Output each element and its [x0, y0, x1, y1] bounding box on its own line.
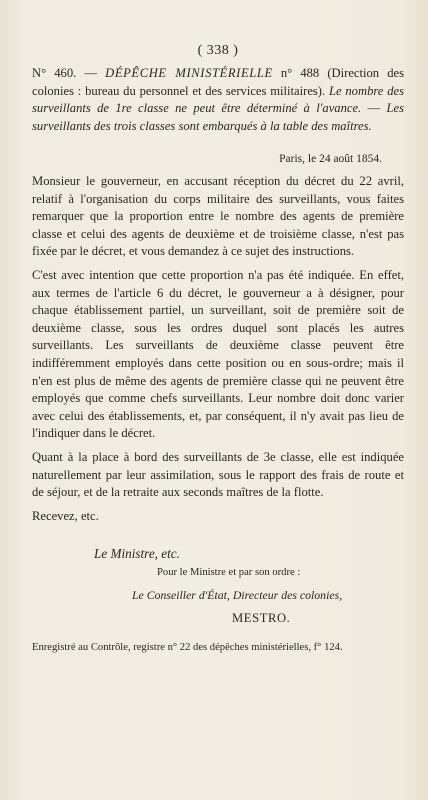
- dispatch-summary-a: Le nombre des surveillants de 1re classe ne peut être déterminé à l'avance.: [32, 83, 404, 115]
- signature-minister: Le Ministre, etc.: [94, 546, 180, 562]
- dispatch-title: DÉPÊCHE MINISTÉRIELLE: [105, 66, 273, 80]
- closing-formula: Recevez, etc.: [32, 508, 99, 523]
- signature-name: MESTRO.: [232, 611, 291, 626]
- signature-councillor: Le Conseiller d'État, Directeur des colonies,: [132, 588, 343, 603]
- dispatch-reference: n° 488 (Direction des colonies : bureau du personnel et des services militaires).: [32, 66, 404, 98]
- dispatch-heading: [32, 65, 404, 135]
- heading-dash-2: —: [361, 101, 387, 115]
- paragraph-2: C'est avec intention que cette proportion n'a pas été indiquée. En effet, aux termes de l'article 6 du décret, le gouverneur a à désigner, pour chaque établissement partiel, un surveillant, soit de première soit de deuxième classe, sous les ordres duquel sont placés les autres surveillants. Les surveillants de deuxième classe peuvent être indifféremment employés dans cette position ou en sous-ordre; mais il n'en est plus de même des agents de première classe qui ne peuvent être employés que comme chefs surveillants. Leur nombre doit donc varier avec celui des établissements, et, par conséquent, il n'y avait pas lieu de l'indiquer dans le décret.: [32, 267, 404, 441]
- heading-dash: —: [76, 66, 106, 80]
- paragraph-3: Quant à la place à bord des surveillants de 3e classe, elle est indiquée naturellement par leur assimilation, sous le rapport des frais de route et de séjour, et de la retraite aux seconds maîtres de la flotte.: [32, 449, 404, 500]
- registration-note: Enregistré au Contrôle, registre n° 22 des dépêches ministérielles, f° 124.: [32, 642, 343, 654]
- page-number: ( 338 ): [197, 43, 239, 58]
- dispatch-number: N° 460.: [32, 66, 77, 80]
- signature-block: [32, 545, 404, 627]
- dispatch-summary-b: Les surveillants des trois classes sont embarqués à la table des maîtres.: [32, 101, 404, 133]
- paragraph-1: Monsieur le gouverneur, en accusant réception du décret du 22 avril, relatif à l'organisation du corps militaire des surveillants, vous faites remarquer que la proportion entre le nombre des agents de première classe et celui des agents de deuxième et de troisième classe, n'est pas fixée par le décret, et vous demandez à ce sujet des instructions.: [32, 174, 404, 259]
- signature-by-order: Pour le Ministre et par son ordre :: [157, 567, 301, 579]
- dateline: Paris, le 24 août 1854.: [279, 153, 382, 165]
